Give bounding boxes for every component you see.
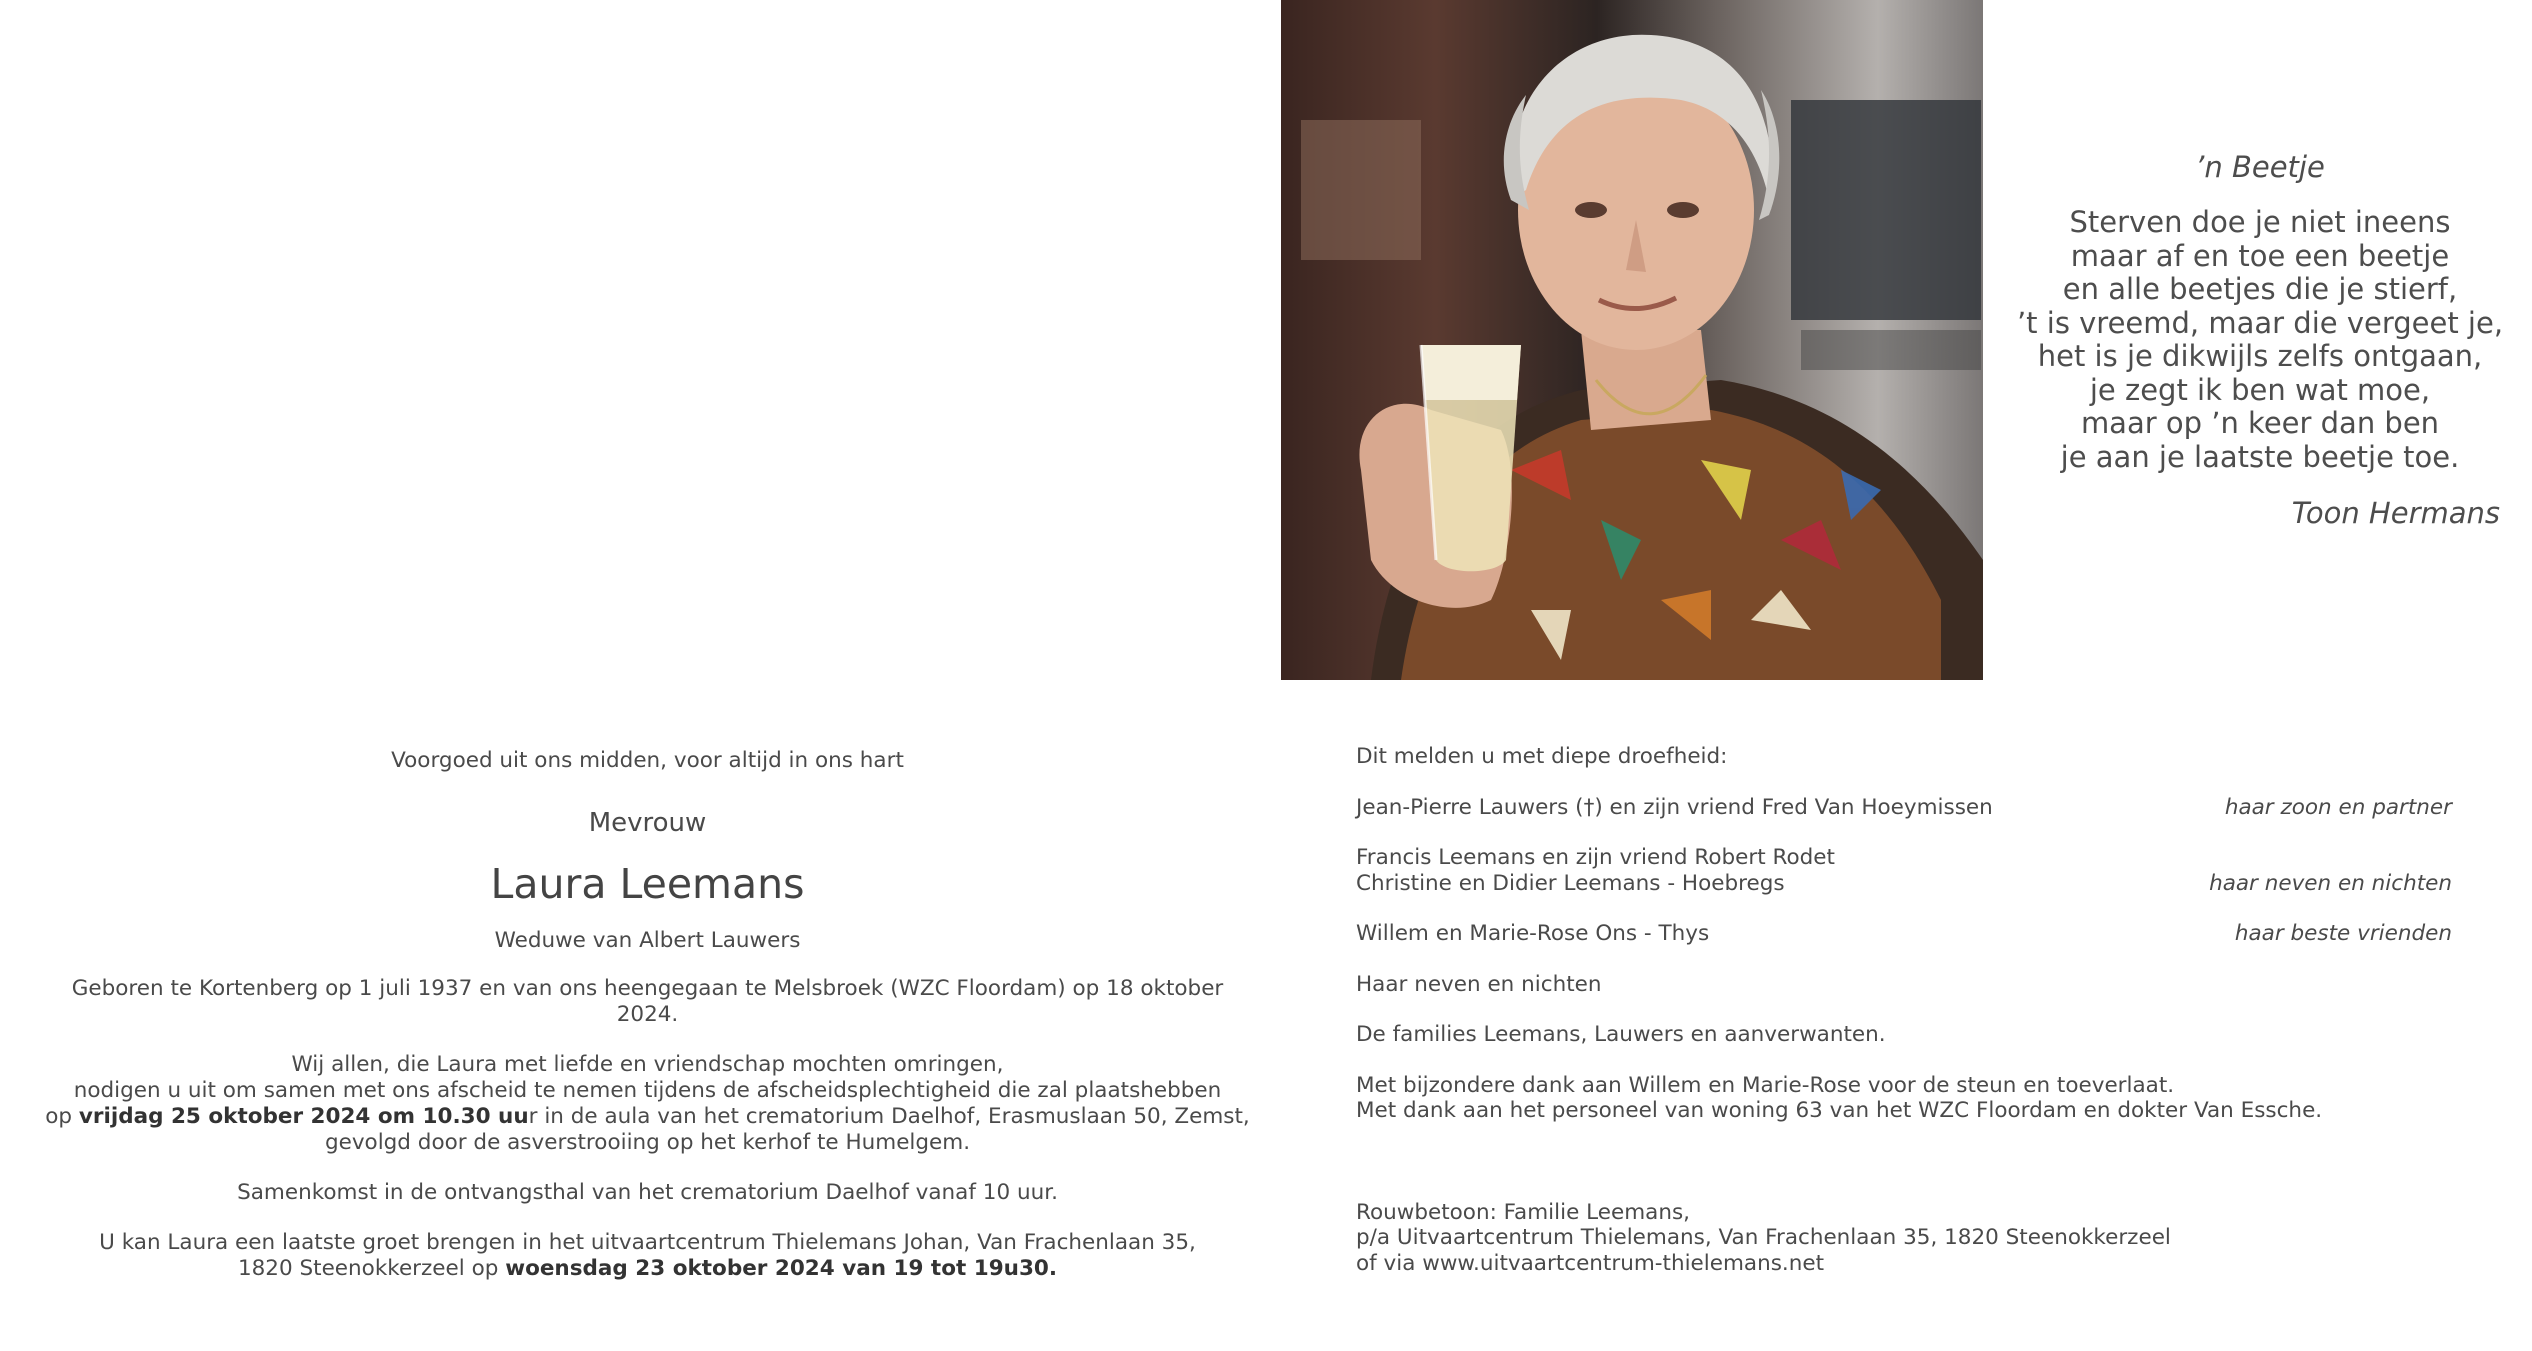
relationship: haar zoon en partner [2224, 794, 2452, 820]
family-row-nephew [1356, 845, 2452, 871]
condolence-line [1356, 1225, 2452, 1251]
thanks-text: Met dank aan het personeel van woning 63 van het WZC Floordam en dokter Van Essche. [1356, 1098, 2323, 1123]
invite-line: gevolgd door de asverstrooiing op het kerhof te Humelgem. [324, 1130, 971, 1155]
poem-line: en alle beetjes die je stierf, [2062, 272, 2458, 306]
widow-of: Weduwe van Albert Lauwers [494, 928, 801, 953]
condolence-text: Rouwbetoon: Familie Leemans, [1356, 1199, 1690, 1225]
family-intro-text: Dit melden u met diepe droefheid: [1356, 744, 1728, 769]
family-member: Haar neven en nichten [1356, 971, 1602, 997]
condolence-line [1356, 1200, 2452, 1226]
family-row-friends [1356, 921, 2452, 947]
family-row-families [1356, 1022, 2452, 1048]
poem-lines [2010, 206, 2510, 474]
family-announcement [1356, 744, 2452, 1276]
thanks-line [1356, 1098, 2452, 1124]
ceremony-date: vrijdag 25 oktober 2024 om 10.30 uu [78, 1104, 529, 1129]
poem [2010, 150, 2510, 530]
announcement-intro: Voorgoed uit ons midden, voor altijd in ons hart [391, 748, 904, 773]
poem-line: maar af en toe een beetje [2070, 238, 2450, 273]
family-row-neven [1356, 972, 2452, 998]
ceremony-invitation [40, 1052, 1255, 1156]
poem-line: maar op ’n keer dan ben [2080, 406, 2440, 440]
poem-line: je aan je laatste beetje toe. [2060, 439, 2460, 474]
family-row-son [1356, 795, 2452, 821]
portrait-photo [1281, 0, 1983, 680]
poem-title: ’n Beetje [2195, 150, 2325, 184]
invite-text: op [45, 1104, 79, 1129]
family-member: De families Leemans, Lauwers en aanverwanten. [1356, 1022, 1886, 1047]
honorific: Mevrouw [588, 808, 707, 838]
invite-text: r in de aula van het crematorium Daelhof, Erasmuslaan 50, Zemst, [528, 1104, 1250, 1129]
visitation-date: woensdag 23 oktober 2024 van 19 tot 19u30. [505, 1256, 1058, 1281]
condolence-line [1356, 1251, 2452, 1277]
thanks-text: Met bijzondere dank aan Willem en Marie-Rose voor de steun en toeverlaat. [1356, 1072, 2175, 1098]
portrait-illustration [1281, 0, 1983, 680]
gathering-info: Samenkomst in de ontvangsthal van het crematorium Daelhof vanaf 10 uur. [237, 1180, 1058, 1205]
visitation-info [40, 1230, 1255, 1282]
family-member: Christine en Didier Leemans - Hoebregs [1356, 870, 1785, 896]
visit-text: 1820 Steenokkerzeel op [237, 1256, 506, 1281]
condolence-text: p/a Uitvaartcentrum Thielemans, Van Frachenlaan 35, 1820 Steenokkerzeel [1356, 1225, 2171, 1250]
family-row-nephew [1356, 871, 2452, 897]
death-announcement [40, 748, 1255, 1282]
visit-line: U kan Laura een laatste groet brengen in het uitvaartcentrum Thielemans Johan, Van Frachenlaan 35, [99, 1230, 1196, 1255]
poem-line: Sterven doe je niet ineens [2069, 205, 2451, 239]
visit-line [40, 1256, 1255, 1282]
relationship: haar neven en nichten [2209, 870, 2452, 896]
poem-line: je zegt ik ben wat moe, [2089, 372, 2431, 407]
invite-line: Wij allen, die Laura met liefde en vriendschap mochten omringen, [291, 1052, 1004, 1077]
family-member: Jean-Pierre Lauwers (†) en zijn vriend Fred Van Hoeymissen [1356, 794, 1993, 820]
condolence-website: of via www.uitvaartcentrum-thielemans.net [1356, 1250, 1825, 1276]
thanks-line [1356, 1073, 2452, 1099]
poem-author: Toon Hermans [2291, 496, 2500, 530]
deceased-name: Laura Leemans [490, 860, 805, 908]
birth-death-line: Geboren te Kortenberg op 1 juli 1937 en van ons heengegaan te Melsbroek (WZC Floordam) op 18 oktober 2024. [71, 976, 1224, 1027]
family-member: Francis Leemans en zijn vriend Robert Rodet [1356, 845, 1835, 870]
poem-line: ’t is vreemd, maar die vergeet je, [2016, 305, 2504, 340]
invite-line [40, 1104, 1255, 1130]
relationship: haar beste vrienden [2234, 921, 2452, 946]
invite-line: nodigen u uit om samen met ons afscheid te nemen tijdens de afscheidsplechtigheid die zal plaatshebben [73, 1078, 1222, 1103]
family-member: Willem en Marie-Rose Ons - Thys [1356, 921, 1710, 946]
family-intro [1356, 744, 2452, 770]
poem-line: het is je dikwijls zelfs ontgaan, [2037, 339, 2483, 373]
